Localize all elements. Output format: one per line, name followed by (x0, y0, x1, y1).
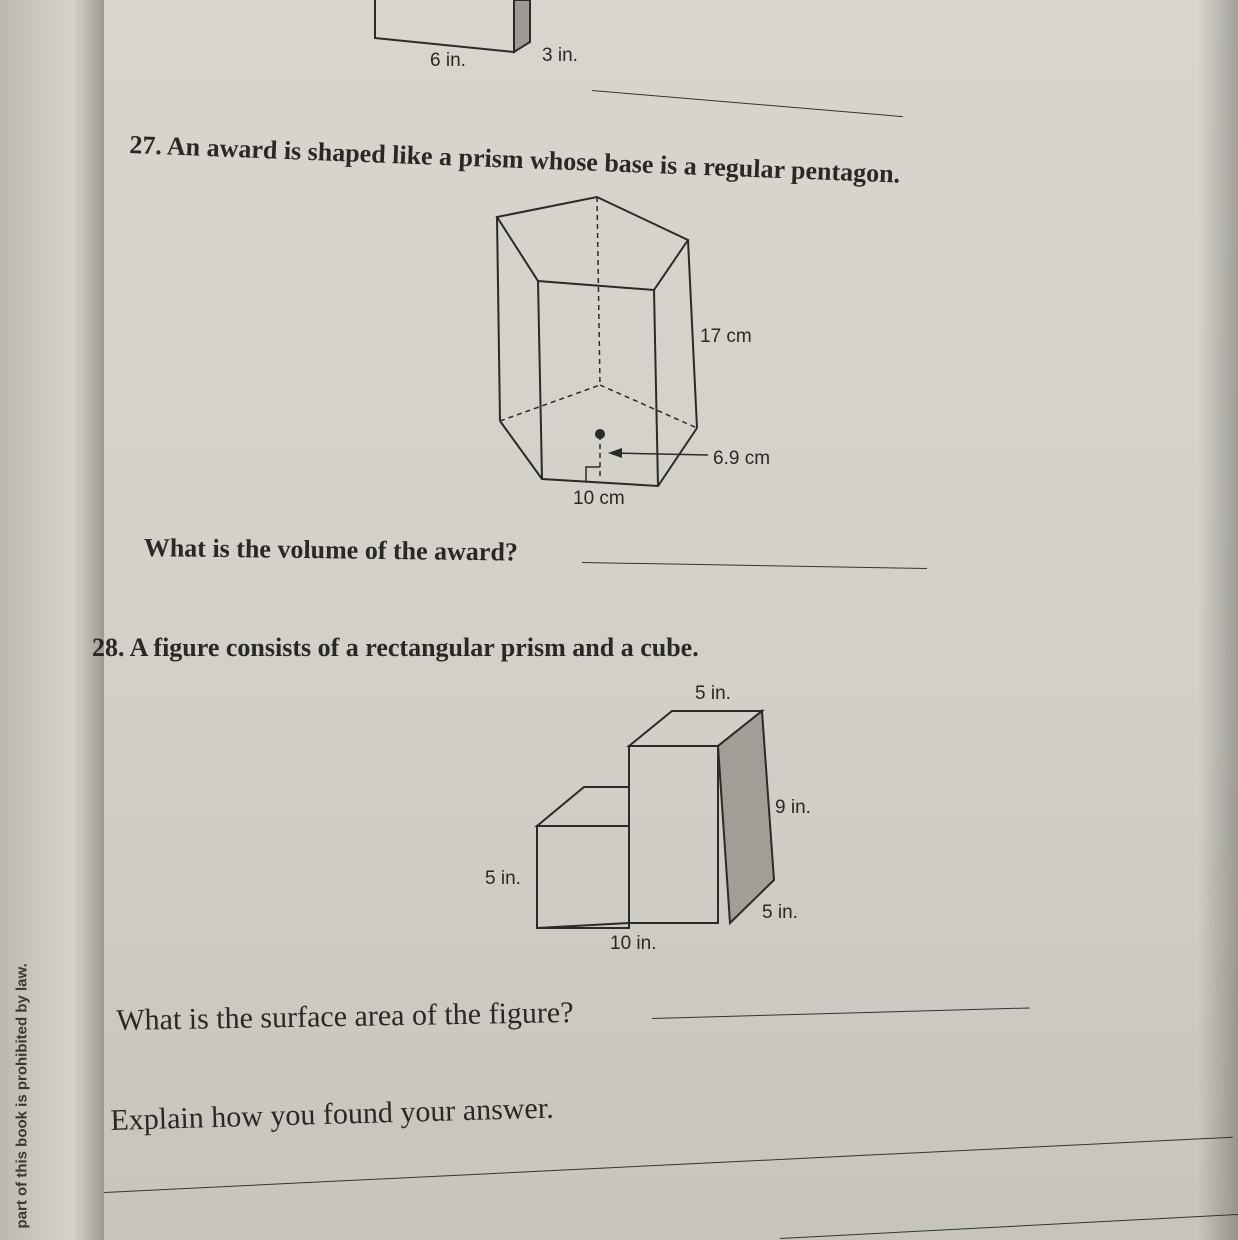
q27-height-label: 17 cm (700, 326, 752, 347)
q27-question: What is the volume of the award? (143, 533, 519, 567)
q28-number: 28. (92, 633, 125, 662)
q28-explain-prompt: Explain how you found your answer. (110, 1091, 555, 1137)
prev-prism-figure (375, 0, 530, 52)
q28-question: What is the surface area of the figure? (116, 996, 574, 1037)
q27-apothem-label: 6.9 cm (713, 448, 771, 469)
q28-text: A figure consists of a rectangular prism and a cube. (129, 633, 699, 662)
legal-notice: part of this book is prohibited by law. (13, 963, 31, 1229)
q28-left-label: 5 in. (485, 868, 521, 889)
q27-text: An award is shaped like a prism whose base is a regular pentagon. (166, 131, 901, 189)
q27-number: 27. (128, 130, 163, 161)
prev-width-label: 6 in. (430, 50, 466, 71)
q28-prompt (92, 633, 699, 663)
q28-bottom-label: 10 in. (610, 933, 657, 954)
prev-depth-label: 3 in. (542, 45, 578, 66)
q27-base-label: 10 cm (573, 488, 625, 509)
q28-height-label: 9 in. (775, 797, 811, 818)
prism-cube-figure (537, 711, 774, 928)
pentagonal-prism-figure (497, 197, 708, 486)
q28-depth-label: 5 in. (762, 902, 798, 923)
q28-top-label: 5 in. (695, 683, 731, 704)
